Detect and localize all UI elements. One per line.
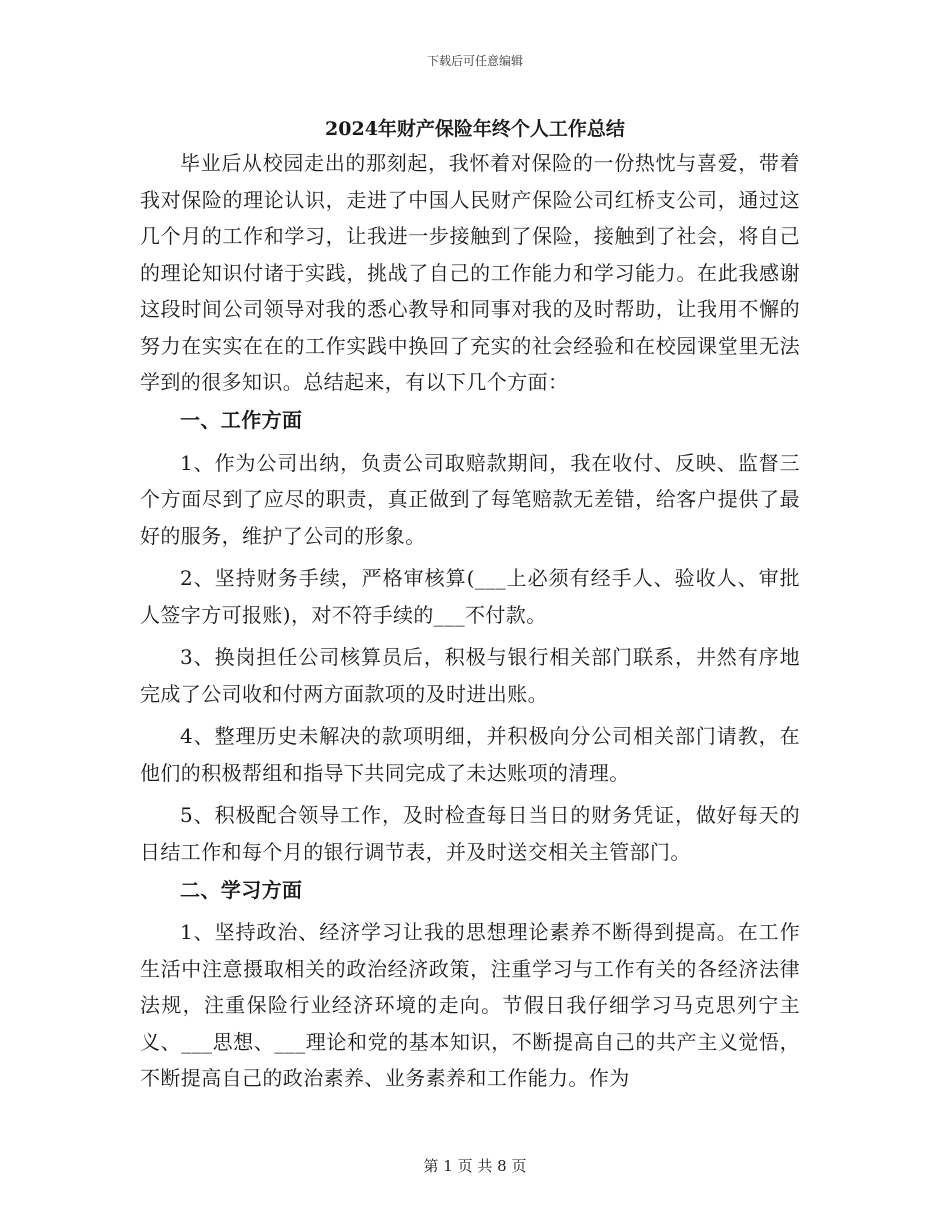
- document-title: 2024年财产保险年终个人工作总结: [325, 118, 625, 140]
- page-number-footer: 第 1 页 共 8 页: [423, 1157, 527, 1175]
- study-item-1: 1、坚持政治、经济学习让我的思想理论素养不断得到提高。在工作生活中注意摄取相关的政治经济政策，注重学习与工作有关的各经济法律法规，注重保险行业经济环境的走向。节假日我仔细学习马克思列宁主义、___思想、___理论和党的基本知识，不断提高自己的共产主义觉悟，不断提高自己的政治素养、业务素养和工作能力。作为: [140, 920, 800, 1090]
- work-item-5: 5、积极配合领导工作，及时检查每日当日的财务凭证，做好每天的日结工作和每个月的银行调节表，并及时送交相关主管部门。: [140, 803, 800, 864]
- work-item-4: 4、整理历史未解决的款项明细，并积极向分公司相关部门请教，在他们的积极帮组和指导下共同完成了未达账项的清理。: [140, 724, 800, 785]
- header-note: 下载后可任意编辑: [426, 54, 523, 68]
- work-item-2: 2、坚持财务手续，严格审核算(___上必须有经手人、验收人、审批人签字方可报账)，对不符手续的___不付款。: [140, 566, 800, 627]
- section-heading-work: 一、工作方面: [180, 408, 303, 432]
- document-body: [140, 145, 800, 1097]
- work-item-1: 1、作为公司出纳，负责公司取赔款期间，我在收付、反映、监督三个方面尽到了应尽的职责，真正做到了每笔赔款无差错，给客户提供了最好的服务，维护了公司的形象。: [140, 450, 800, 548]
- work-item-3: 3、换岗担任公司核算员后，积极与银行相关部门联系，井然有序地完成了公司收和付两方面款项的及时进出账。: [140, 645, 800, 706]
- section-heading-study: 二、学习方面: [180, 877, 303, 902]
- intro-paragraph: 毕业后从校园走出的那刻起，我怀着对保险的一份热忱与喜爱，带着我对保险的理论认识，走进了中国人民财产保险公司红桥支公司，通过这几个月的工作和学习，让我进一步接触到了保险，接触到了社会，将自己的理论知识付诸于实践，挑战了自己的工作能力和学习能力。在此我感谢这段时间公司领导对我的悉心教导和同事对我的及时帮助，让我用不懈的努力在实实在在的工作实践中换回了充实的社会经验和在校园课堂里无法学到的很多知识。总结起来，有以下几个方面：: [140, 151, 800, 394]
